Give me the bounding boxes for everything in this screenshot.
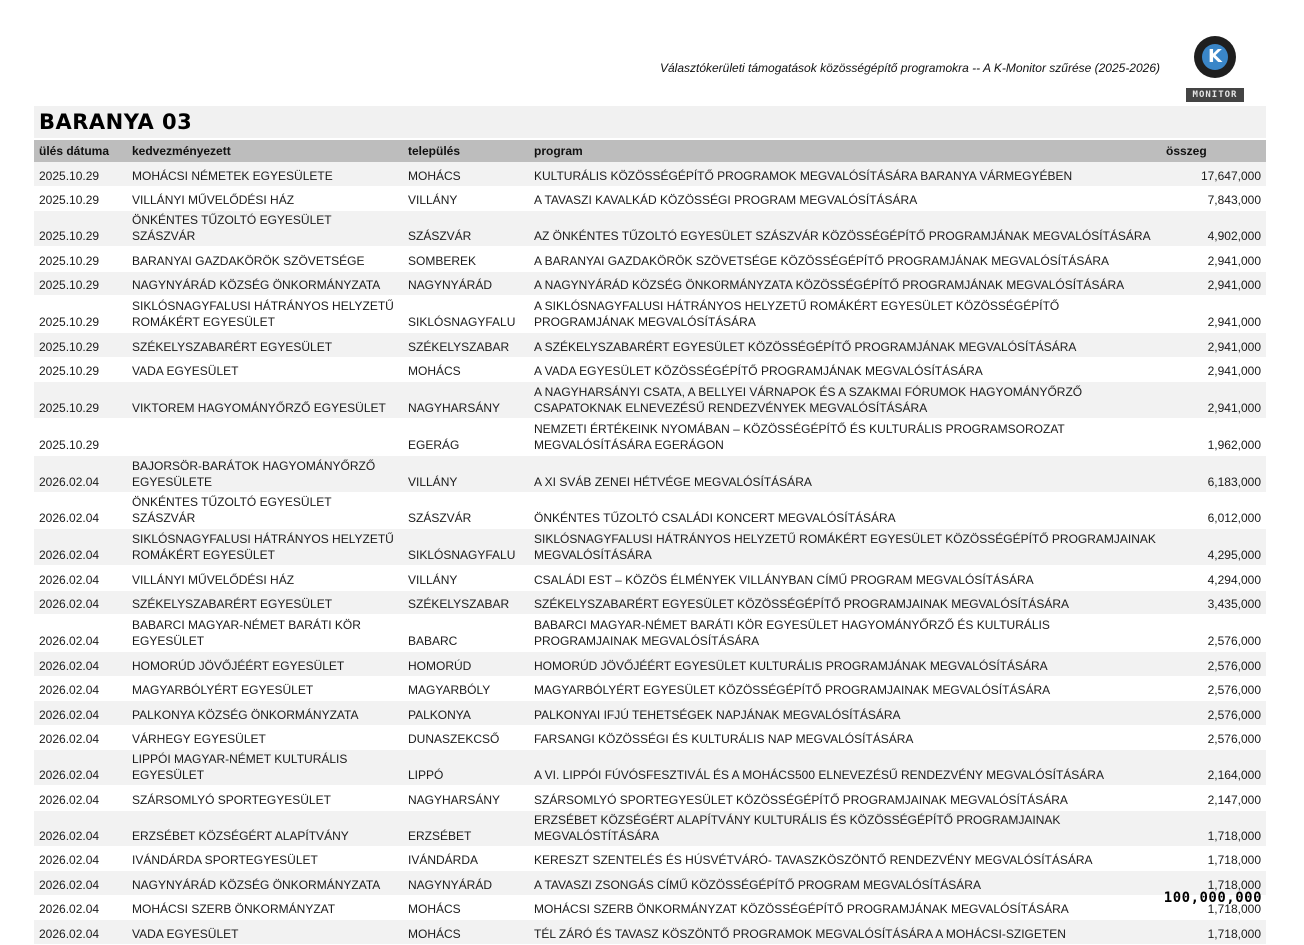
cell-program: A VI. LIPPÓI FÚVÓSFESZTIVÁL ÉS A MOHÁCS500 ELNEVEZÉSŰ RENDEZVÉNY MEGVALÓSÍTÁSÁRA — [529, 750, 1161, 786]
cell-amount: 2,576,000 — [1161, 725, 1266, 750]
table-row — [34, 529, 1266, 566]
cell-program: A XI SVÁB ZENEI HÉTVÉGE MEGVALÓSÍTÁSÁRA — [529, 456, 1161, 493]
cell-settlement: VILLÁNY — [403, 186, 529, 211]
cell-beneficiary: VADA EGYESÜLET — [127, 357, 403, 382]
cell-program: BABARCI MAGYAR-NÉMET BARÁTI KÖR EGYESÜLET HAGYOMÁNYŐRZŐ ÉS KULTURÁLIS PROGRAMJAINAK MEGVALÓSÍTÁSÁRA — [529, 615, 1161, 652]
column-header-beneficiary: kedvezményezett — [127, 140, 403, 162]
table-row — [34, 493, 1266, 529]
table-row — [34, 357, 1266, 382]
cell-beneficiary: VILLÁNYI MŰVELŐDÉSI HÁZ — [127, 186, 403, 211]
cell-amount: 2,576,000 — [1161, 652, 1266, 677]
cell-program: SZÁRSOMLYÓ SPORTEGYESÜLET KÖZÖSSÉGÉPÍTŐ PROGRAMJAINAK MEGVALÓSÍTÁSÁRA — [529, 786, 1161, 811]
cell-settlement: SIKLÓSNAGYFALU — [403, 529, 529, 566]
cell-program: CSALÁDI EST – KÖZÖS ÉLMÉNYEK VILLÁNYBAN CÍMŰ PROGRAM MEGVALÓSÍTÁSÁRA — [529, 566, 1161, 591]
cell-amount: 1,718,000 — [1161, 895, 1266, 920]
table-row — [34, 846, 1266, 871]
cell-date: 2026.02.04 — [34, 529, 127, 566]
cell-settlement: NAGYNYÁRÁD — [403, 871, 529, 896]
district-band — [34, 106, 1266, 138]
cell-beneficiary: SIKLÓSNAGYFALUSI HÁTRÁNYOS HELYZETŰ ROMÁKÉRT EGYESÜLET — [127, 296, 403, 333]
cell-amount: 1,962,000 — [1161, 419, 1266, 456]
cell-date: 2026.02.04 — [34, 701, 127, 726]
cell-program: A TAVASZI ZSONGÁS CÍMŰ KÖZÖSSÉGÉPÍTŐ PROGRAM MEGVALÓSÍTÁSÁRA — [529, 871, 1161, 896]
cell-settlement: SZÉKELYSZABAR — [403, 333, 529, 358]
cell-beneficiary: ERZSÉBET KÖZSÉGÉRT ALAPÍTVÁNY — [127, 810, 403, 846]
cell-settlement: NAGYHARSÁNY — [403, 382, 529, 419]
cell-beneficiary: NAGYNYÁRÁD KÖZSÉG ÖNKORMÁNYZATA — [127, 871, 403, 896]
cell-date: 2026.02.04 — [34, 846, 127, 871]
table-row — [34, 871, 1266, 896]
cell-amount: 1,718,000 — [1161, 871, 1266, 896]
cell-settlement: NAGYHARSÁNY — [403, 786, 529, 811]
cell-amount: 2,941,000 — [1161, 271, 1266, 296]
cell-beneficiary: PALKONYA KÖZSÉG ÖNKORMÁNYZATA — [127, 701, 403, 726]
k-monitor-logo — [1186, 36, 1246, 106]
cell-date: 2025.10.29 — [34, 419, 127, 456]
cell-settlement: MOHÁCS — [403, 357, 529, 382]
cell-date: 2025.10.29 — [34, 247, 127, 272]
cell-program: A NAGYHARSÁNYI CSATA, A BELLYEI VÁRNAPOK ÉS A SZAKMAI FÓRUMOK HAGYOMÁNYŐRZŐ CSAPATOKNAK ELNEVEZÉSŰ RENDEZVÉNYEK MEGVALÓSÍTÁSÁRA — [529, 382, 1161, 419]
cell-program: HOMORÚD JÖVŐJÉÉRT EGYESÜLET KULTURÁLIS PROGRAMJÁNAK MEGVALÓSÍTÁSÁRA — [529, 652, 1161, 677]
cell-date: 2026.02.04 — [34, 456, 127, 493]
logo-letter: K — [1202, 44, 1228, 70]
cell-amount: 2,941,000 — [1161, 382, 1266, 419]
cell-date: 2026.02.04 — [34, 615, 127, 652]
cell-beneficiary: SZÉKELYSZABARÉRT EGYESÜLET — [127, 590, 403, 615]
cell-program: SIKLÓSNAGYFALUSI HÁTRÁNYOS HELYZETŰ ROMÁKÉRT EGYESÜLET KÖZÖSSÉGÉPÍTŐ PROGRAMJAINAK MEGVALÓSÍTÁSÁRA — [529, 529, 1161, 566]
cell-beneficiary: BARANYAI GAZDAKÖRÖK SZÖVETSÉGE — [127, 247, 403, 272]
district-title: BARANYA 03 — [39, 110, 193, 134]
cell-date: 2026.02.04 — [34, 920, 127, 945]
table-row — [34, 247, 1266, 272]
cell-settlement: NAGYNYÁRÁD — [403, 271, 529, 296]
table-row — [34, 676, 1266, 701]
cell-date: 2026.02.04 — [34, 786, 127, 811]
cell-settlement: IVÁNDÁRDA — [403, 846, 529, 871]
cell-date: 2026.02.04 — [34, 652, 127, 677]
cell-amount: 2,576,000 — [1161, 701, 1266, 726]
cell-date: 2026.02.04 — [34, 810, 127, 846]
logo-circle-icon — [1194, 36, 1236, 78]
cell-date: 2025.10.29 — [34, 271, 127, 296]
cell-beneficiary: HOMORÚD JÖVŐJÉÉRT EGYESÜLET — [127, 652, 403, 677]
cell-amount: 1,718,000 — [1161, 920, 1266, 945]
cell-program: SZÉKELYSZABARÉRT EGYESÜLET KÖZÖSSÉGÉPÍTŐ PROGRAMJAINAK MEGVALÓSÍTÁSÁRA — [529, 590, 1161, 615]
cell-amount: 3,435,000 — [1161, 590, 1266, 615]
cell-beneficiary: IVÁNDÁRDA SPORTEGYESÜLET — [127, 846, 403, 871]
cell-program: A VADA EGYESÜLET KÖZÖSSÉGÉPÍTŐ PROGRAMJÁNAK MEGVALÓSÍTÁSÁRA — [529, 357, 1161, 382]
cell-amount: 4,295,000 — [1161, 529, 1266, 566]
table-row — [34, 615, 1266, 652]
cell-amount: 7,843,000 — [1161, 186, 1266, 211]
cell-settlement: EGERÁG — [403, 419, 529, 456]
cell-date: 2025.10.29 — [34, 296, 127, 333]
table-row — [34, 296, 1266, 333]
cell-program: KULTURÁLIS KÖZÖSSÉGÉPÍTŐ PROGRAMOK MEGVALÓSÍTÁSÁRA BARANYA VÁRMEGYÉBEN — [529, 162, 1161, 186]
table-row — [34, 920, 1266, 945]
table-row — [34, 652, 1266, 677]
cell-date: 2026.02.04 — [34, 871, 127, 896]
column-header-program: program — [529, 140, 1161, 162]
cell-beneficiary: LIPPÓI MAGYAR-NÉMET KULTURÁLIS EGYESÜLET — [127, 750, 403, 786]
cell-amount: 6,183,000 — [1161, 456, 1266, 493]
cell-settlement: SZÁSZVÁR — [403, 493, 529, 529]
cell-program: MAGYARBÓLYÉRT EGYESÜLET KÖZÖSSÉGÉPÍTŐ PROGRAMJAINAK MEGVALÓSÍTÁSÁRA — [529, 676, 1161, 701]
cell-beneficiary: SIKLÓSNAGYFALUSI HÁTRÁNYOS HELYZETŰ ROMÁKÉRT EGYESÜLET — [127, 529, 403, 566]
cell-amount: 1,718,000 — [1161, 846, 1266, 871]
cell-settlement: VILLÁNY — [403, 456, 529, 493]
cell-date: 2025.10.29 — [34, 162, 127, 186]
table-row — [34, 725, 1266, 750]
cell-date: 2025.10.29 — [34, 357, 127, 382]
cell-date: 2026.02.04 — [34, 590, 127, 615]
cell-date: 2026.02.04 — [34, 725, 127, 750]
table-row — [34, 211, 1266, 247]
cell-settlement: SZÁSZVÁR — [403, 211, 529, 247]
cell-program: TÉL ZÁRÓ ÉS TAVASZ KÖSZÖNTŐ PROGRAMOK MEGVALÓSÍTÁSÁRA A MOHÁCSI-SZIGETEN — [529, 920, 1161, 945]
cell-amount: 2,941,000 — [1161, 357, 1266, 382]
cell-beneficiary — [127, 419, 403, 456]
table-row — [34, 162, 1266, 186]
cell-settlement: ERZSÉBET — [403, 810, 529, 846]
cell-date: 2025.10.29 — [34, 211, 127, 247]
cell-beneficiary: NAGYNYÁRÁD KÖZSÉG ÖNKORMÁNYZATA — [127, 271, 403, 296]
cell-program: A TAVASZI KAVALKÁD KÖZÖSSÉGI PROGRAM MEGVALÓSÍTÁSÁRA — [529, 186, 1161, 211]
cell-amount: 4,294,000 — [1161, 566, 1266, 591]
cell-settlement: DUNASZEKCSŐ — [403, 725, 529, 750]
cell-beneficiary: ÖNKÉNTES TŰZOLTÓ EGYESÜLET SZÁSZVÁR — [127, 493, 403, 529]
table-row — [34, 186, 1266, 211]
cell-program: ÖNKÉNTES TŰZOLTÓ CSALÁDI KONCERT MEGVALÓSÍTÁSÁRA — [529, 493, 1161, 529]
table-row — [34, 750, 1266, 786]
cell-amount: 2,941,000 — [1161, 247, 1266, 272]
table-row — [34, 786, 1266, 811]
cell-program: AZ ÖNKÉNTES TŰZOLTÓ EGYESÜLET SZÁSZVÁR KÖZÖSSÉGÉPÍTŐ PROGRAMJÁNAK MEGVALÓSÍTÁSÁRA — [529, 211, 1161, 247]
cell-program: FARSANGI KÖZÖSSÉGI ÉS KULTURÁLIS NAP MEGVALÓSÍTÁSÁRA — [529, 725, 1161, 750]
cell-beneficiary: VÁRHEGY EGYESÜLET — [127, 725, 403, 750]
cell-date: 2025.10.29 — [34, 382, 127, 419]
cell-date: 2025.10.29 — [34, 186, 127, 211]
cell-amount: 2,941,000 — [1161, 333, 1266, 358]
cell-date: 2025.10.29 — [34, 333, 127, 358]
cell-amount: 2,576,000 — [1161, 615, 1266, 652]
grand-total: 100,000,000 — [1163, 890, 1262, 906]
cell-program: PALKONYAI IFJÚ TEHETSÉGEK NAPJÁNAK MEGVALÓSÍTÁSÁRA — [529, 701, 1161, 726]
table-row — [34, 419, 1266, 456]
cell-amount: 6,012,000 — [1161, 493, 1266, 529]
cell-settlement: LIPPÓ — [403, 750, 529, 786]
cell-program: ERZSÉBET KÖZSÉGÉRT ALAPÍTVÁNY KULTURÁLIS ÉS KÖZÖSSÉGÉPÍTŐ PROGRAMJAINAK MEGVALÓSTÍTÁSÁRA — [529, 810, 1161, 846]
cell-amount: 4,902,000 — [1161, 211, 1266, 247]
cell-date: 2026.02.04 — [34, 895, 127, 920]
cell-settlement: MOHÁCS — [403, 920, 529, 945]
cell-program: A NAGYNYÁRÁD KÖZSÉG ÖNKORMÁNYZATA KÖZÖSSÉGÉPÍTŐ PROGRAMJÁNAK MEGVALÓSÍTÁSÁRA — [529, 271, 1161, 296]
cell-beneficiary: VADA EGYESÜLET — [127, 920, 403, 945]
cell-date: 2026.02.04 — [34, 566, 127, 591]
table-row — [34, 271, 1266, 296]
cell-settlement: PALKONYA — [403, 701, 529, 726]
cell-settlement: BABARC — [403, 615, 529, 652]
table-row — [34, 566, 1266, 591]
cell-beneficiary: MOHÁCSI NÉMETEK EGYESÜLETE — [127, 162, 403, 186]
cell-beneficiary: MOHÁCSI SZERB ÖNKORMÁNYZAT — [127, 895, 403, 920]
table-row — [34, 333, 1266, 358]
table-row — [34, 382, 1266, 419]
cell-program: A SZÉKELYSZABARÉRT EGYESÜLET KÖZÖSSÉGÉPÍTŐ PROGRAMJÁNAK MEGVALÓSÍTÁSÁRA — [529, 333, 1161, 358]
cell-amount: 2,941,000 — [1161, 296, 1266, 333]
cell-settlement: MAGYARBÓLY — [403, 676, 529, 701]
grants-table — [34, 140, 1266, 945]
cell-date: 2026.02.04 — [34, 676, 127, 701]
cell-amount: 2,576,000 — [1161, 676, 1266, 701]
cell-settlement: SOMBEREK — [403, 247, 529, 272]
cell-settlement: SIKLÓSNAGYFALU — [403, 296, 529, 333]
cell-beneficiary: VIKTOREM HAGYOMÁNYŐRZŐ EGYESÜLET — [127, 382, 403, 419]
cell-settlement: VILLÁNY — [403, 566, 529, 591]
table-row — [34, 810, 1266, 846]
cell-date: 2026.02.04 — [34, 493, 127, 529]
cell-amount: 17,647,000 — [1161, 162, 1266, 186]
cell-beneficiary: ÖNKÉNTES TŰZOLTÓ EGYESÜLET SZÁSZVÁR — [127, 211, 403, 247]
cell-program: NEMZETI ÉRTÉKEINK NYOMÁBAN – KÖZÖSSÉGÉPÍTŐ ÉS KULTURÁLIS PROGRAMSOROZAT MEGVALÓSÍTÁSÁRA EGERÁGON — [529, 419, 1161, 456]
cell-amount: 1,718,000 — [1161, 810, 1266, 846]
cell-beneficiary: MAGYARBÓLYÉRT EGYESÜLET — [127, 676, 403, 701]
cell-beneficiary: SZÉKELYSZABARÉRT EGYESÜLET — [127, 333, 403, 358]
logo-wordmark: MONITOR — [1186, 88, 1244, 102]
cell-beneficiary: BAJORSÖR-BARÁTOK HAGYOMÁNYŐRZŐ EGYESÜLETE — [127, 456, 403, 493]
cell-beneficiary: VILLÁNYI MŰVELŐDÉSI HÁZ — [127, 566, 403, 591]
cell-program: MOHÁCSI SZERB ÖNKORMÁNYZAT KÖZÖSSÉGÉPÍTŐ PROGRAMJÁNAK MEGVALÓSÍTÁSÁRA — [529, 895, 1161, 920]
cell-amount: 2,147,000 — [1161, 786, 1266, 811]
cell-settlement: MOHÁCS — [403, 895, 529, 920]
cell-program: KERESZT SZENTELÉS ÉS HÚSVÉTVÁRÓ- TAVASZKÖSZÖNTŐ RENDEZVÉNY MEGVALÓSÍTÁSÁRA — [529, 846, 1161, 871]
column-header-date: ülés dátuma — [34, 140, 127, 162]
cell-program: A SIKLÓSNAGYFALUSI HÁTRÁNYOS HELYZETŰ ROMÁKÉRT EGYESÜLET KÖZÖSSÉGÉPÍTŐ PROGRAMJÁNAK MEGVALÓSÍTÁSÁRA — [529, 296, 1161, 333]
table-row — [34, 895, 1266, 920]
cell-settlement: SZÉKELYSZABAR — [403, 590, 529, 615]
cell-program: A BARANYAI GAZDAKÖRÖK SZÖVETSÉGE KÖZÖSSÉGÉPÍTŐ PROGRAMJÁNAK MEGVALÓSÍTÁSÁRA — [529, 247, 1161, 272]
cell-amount: 2,164,000 — [1161, 750, 1266, 786]
table-header-row — [34, 140, 1266, 162]
table-row — [34, 701, 1266, 726]
cell-date: 2026.02.04 — [34, 750, 127, 786]
cell-beneficiary: SZÁRSOMLYÓ SPORTEGYESÜLET — [127, 786, 403, 811]
table-row — [34, 456, 1266, 493]
cell-settlement: MOHÁCS — [403, 162, 529, 186]
column-header-settlement: település — [403, 140, 529, 162]
document-header-title: Választókerületi támogatások közösségépítő programokra -- A K-Monitor szűrése (2025-2026) — [659, 61, 1160, 75]
cell-beneficiary: BABARCI MAGYAR-NÉMET BARÁTI KÖR EGYESÜLET — [127, 615, 403, 652]
table-row — [34, 590, 1266, 615]
cell-settlement: HOMORÚD — [403, 652, 529, 677]
column-header-amount: összeg — [1161, 140, 1266, 162]
